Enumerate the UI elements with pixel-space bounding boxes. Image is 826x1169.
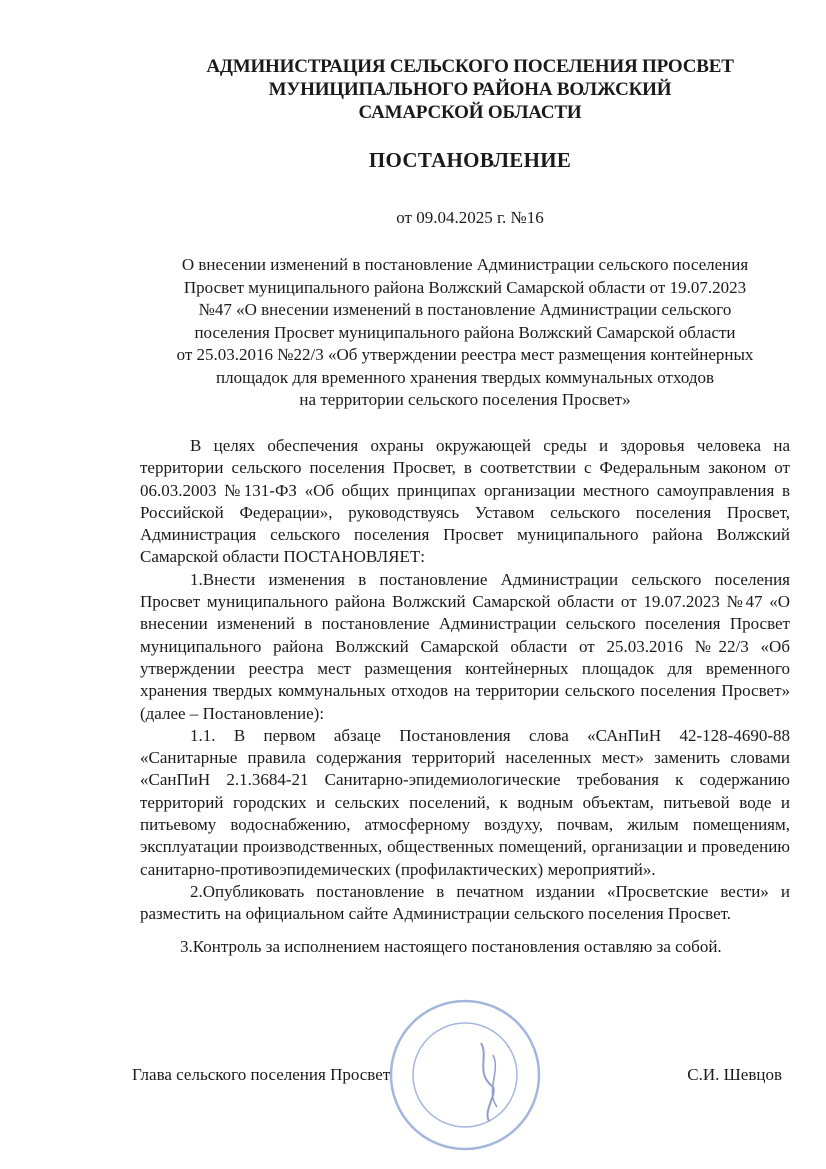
item-3-paragraph: 3.Контроль за исполнением настоящего постановления оставляю за собой. [180,936,722,956]
signatory-title: Глава сельского поселения Просвет [132,1065,391,1084]
item-1-paragraph: 1.Внести изменения в постановление Администрации сельского поселения Просвет муниципального района Волжский Самарской области от 19.07.2023 №47 «О внесении изменений в постановление Администрации сельского поселения Просвет муниципального района Волжский Самарской области от 25.03.2016 №22/3 «Об утверждении реестра мест размещения контейнерных площадок для временного хранения твердых коммунальных отходов на территории сельского поселения Просвет» (далее – Постановление): [140,569,790,723]
document-type: ПОСТАНОВЛЕНИЕ [368,148,572,172]
subject-line: на территории сельского поселения Просвет» [299,390,631,409]
subject-line: от 25.03.2016 №22/3 «Об утверждении реестра мест размещения контейнерных [176,345,754,364]
item-2-paragraph: 2.Опубликовать постановление в печатном издании «Просветские вести» и разместить на официальном сайте Администрации сельского поселения Просвет. [140,881,790,924]
issuer-header [150,55,790,124]
item-1-1-paragraph: 1.1. В первом абзаце Постановления слова «САнПиН 42-128-4690-88 «Санитарные правила содержания территорий населенных мест» заменить словами «СанПиН 2.1.3684-21 Санитарно-эпидемиологические требования к содержанию территорий городских и сельских поселений, к водным объектам, питьевой воде и питьевому водоснабжению, атмосферному воздуху, почвам, жилым помещениям, эксплуатации производственных, общественных помещений, организации и проведению санитарно-противоэпидемических (профилактических) мероприятий». [140,725,790,879]
header-line-2: МУНИЦИПАЛЬНОГО РАЙОНА ВОЛЖСКИЙ [268,79,672,100]
subject-line: Просвет муниципального района Волжский Самарской области от 19.07.2023 [183,277,747,297]
subject-line: №47 «О внесении изменений в постановление Администрации сельского [198,300,732,319]
document-subject [120,254,810,412]
document-body [140,435,790,958]
signatory-name: С.И. Шевцов [687,1065,782,1084]
subject-line: поселения Просвет муниципального района Волжский Самарской области [194,322,736,342]
preamble-paragraph: В целях обеспечения охраны окружающей среды и здоровья человека на территории сельского поселения Просвет, в соответствии с Федеральным законом от 06.03.2003 №131-ФЗ «Об общих принципах организации местного самоуправления в Российской Федерации», руководствуясь Уставом сельского поселения Просвет, Администрация сельского поселения Просвет муниципального района Волжский Самарской области ПОСТАНОВЛЯЕТ: [140,436,790,567]
subject-line: площадок для временного хранения твердых коммунальных отходов [215,367,715,387]
signature-block [132,1065,782,1089]
document-date-number: от 09.04.2025 г. №16 [396,208,544,227]
subject-line: О внесении изменений в постановление Администрации сельского поселения [181,255,749,274]
header-line-3: САМАРСКОЙ ОБЛАСТИ [358,102,582,123]
header-line-1: АДМИНИСТРАЦИЯ СЕЛЬСКОГО ПОСЕЛЕНИЯ ПРОСВЕТ [206,56,734,77]
